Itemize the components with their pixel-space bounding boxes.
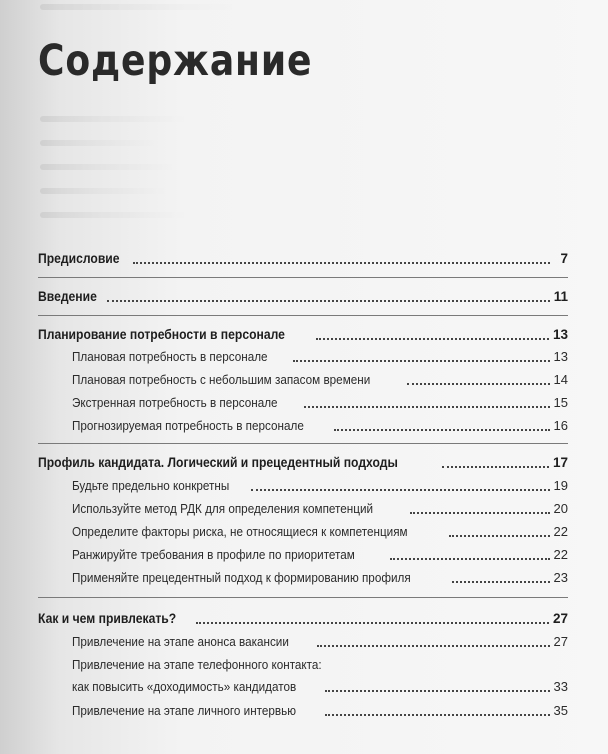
bleed-through-line	[40, 4, 240, 10]
toc-subentry[interactable]	[72, 495, 568, 517]
dot-leader	[407, 383, 549, 385]
toc-entry-intro[interactable]	[38, 283, 568, 305]
toc-entry-title: Ранжируйте требования в профиле по приоритетам	[72, 547, 355, 562]
dot-leader	[449, 535, 550, 537]
toc-entry-page: 35	[553, 703, 568, 718]
toc-entry-page: 33	[553, 679, 568, 694]
toc-entry-title: Привлечение на этапе личного интервью	[72, 703, 296, 718]
toc-entry-page: 13	[553, 349, 568, 364]
bleed-through-line	[40, 140, 160, 146]
toc-entry-page: 17	[552, 455, 568, 470]
toc-entry-page: 22	[553, 524, 568, 539]
toc-subentry[interactable]	[72, 366, 568, 388]
dot-leader	[293, 360, 549, 362]
dot-leader	[325, 690, 549, 692]
bleed-through-line	[40, 164, 180, 170]
dot-leader	[107, 300, 549, 302]
toc-entry-title: Экстренная потребность в персонале	[72, 395, 278, 410]
toc-entry-title: Как и чем привлекать?	[38, 611, 177, 626]
toc-entry-page: 15	[553, 395, 568, 410]
dot-leader	[390, 558, 549, 560]
toc-entry-page: 13	[552, 327, 568, 342]
dot-leader	[133, 262, 550, 264]
toc-entry-title: Будьте предельно конкретны	[72, 478, 230, 493]
dot-leader	[442, 466, 549, 468]
bleed-through-line	[40, 116, 190, 122]
toc-subentry[interactable]	[72, 651, 568, 673]
bleed-through-line	[40, 188, 170, 194]
page-title: Содержание	[38, 36, 313, 86]
dot-leader	[334, 429, 550, 431]
toc-subentry[interactable]	[72, 389, 568, 411]
toc-subentry[interactable]	[72, 472, 568, 494]
toc-entry-page: 11	[553, 289, 568, 304]
toc-entry-page: 20	[553, 501, 568, 516]
toc-subentry[interactable]	[72, 518, 568, 540]
toc-entry-page: 16	[553, 418, 568, 433]
toc-entry-page: 22	[553, 547, 568, 562]
toc-entry-title: Определите факторы риска, не относящиеся к компетенциям	[72, 524, 408, 539]
bleed-through-line	[40, 212, 190, 218]
toc-entry-title: Плановая потребность в персонале	[72, 349, 268, 364]
toc-entry-title: Применяйте прецедентный подход к формированию профиля	[72, 570, 411, 585]
toc-subentry[interactable]	[72, 343, 568, 365]
toc-entry-title: как повысить «доходимость» кандидатов	[72, 679, 297, 694]
toc-chapter-2[interactable]	[38, 449, 568, 471]
dot-leader	[317, 645, 550, 647]
toc-entry-title: Привлечение на этапе телефонного контакта:	[72, 657, 322, 672]
toc-entry-title: Профиль кандидата. Логический и прецедентный подходы	[38, 455, 398, 470]
dot-leader	[304, 406, 549, 408]
toc-subentry[interactable]	[72, 564, 568, 586]
toc-entry-title: Привлечение на этапе анонса вакансии	[72, 634, 289, 649]
toc-entry-title: Используйте метод РДК для определения компетенций	[72, 501, 374, 516]
toc-subentry[interactable]	[72, 541, 568, 563]
toc-entry-page: 27	[552, 611, 568, 626]
toc-chapter-1[interactable]	[38, 321, 568, 343]
toc-entry-title: Прогнозируемая потребность в персонале	[72, 418, 304, 433]
section-divider	[38, 597, 568, 598]
toc-entry-title: Введение	[38, 289, 97, 304]
toc-subentry[interactable]	[72, 412, 568, 434]
toc-entry-page: 19	[553, 478, 568, 493]
toc-entry-page: 7	[560, 251, 568, 266]
dot-leader	[325, 714, 550, 716]
toc-entry-title: Планирование потребности в персонале	[38, 327, 285, 342]
dot-leader	[316, 338, 549, 340]
dot-leader	[452, 581, 549, 583]
toc-entry-page: 14	[553, 372, 568, 387]
dot-leader	[410, 512, 549, 514]
toc-entry-preface[interactable]	[38, 245, 568, 267]
toc-subentry[interactable]	[72, 697, 568, 719]
toc-entry-page: 23	[553, 570, 568, 585]
section-divider	[38, 277, 568, 278]
section-divider	[38, 315, 568, 316]
section-divider	[38, 443, 568, 444]
toc-entry-page: 27	[553, 634, 568, 649]
toc-subentry[interactable]	[72, 628, 568, 650]
dot-leader	[196, 622, 549, 624]
toc-chapter-3[interactable]	[38, 605, 568, 627]
toc-subentry[interactable]	[72, 673, 568, 695]
toc-entry-title: Предисловие	[38, 251, 120, 266]
dot-leader	[251, 489, 550, 491]
toc-entry-title: Плановая потребность с небольшим запасом времени	[72, 372, 371, 387]
